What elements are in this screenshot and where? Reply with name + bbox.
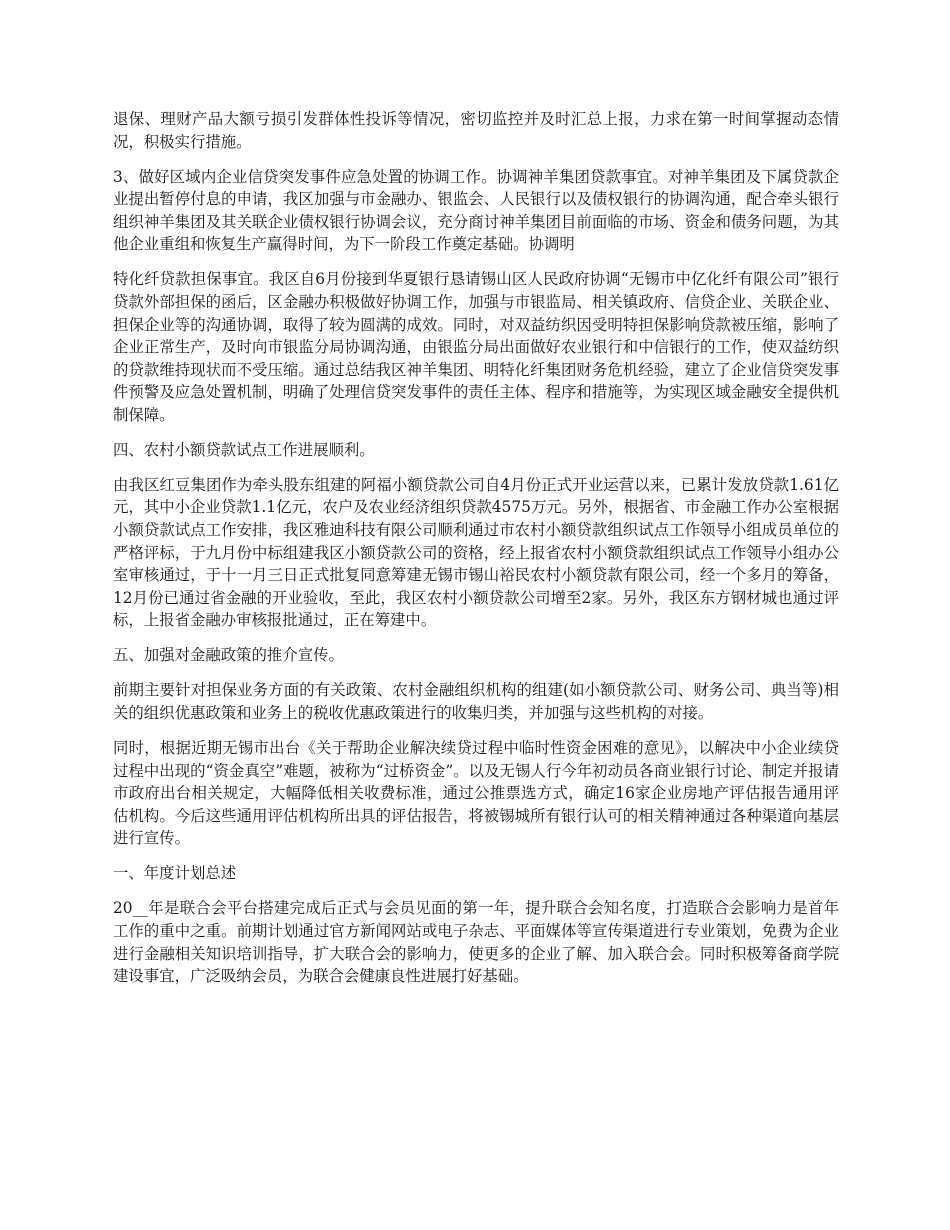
paragraph-policy-collection: 前期主要针对担保业务方面的有关政策、农村金融组织机构的组建(如小额贷款公司、财务公司、典当等)相关的组织优惠政策和业务上的税收优惠政策进行的收集归类，并加强与这些机构的对接。: [113, 681, 839, 722]
document-page: [113, 108, 839, 1000]
paragraph-credit-emergency: 3、做好区域内企业信贷突发事件应急处置的协调工作。协调神羊集团贷款事宜。对神羊集团及下属贷款企业提出暂停付息的申请，我区加强与市金融办、银监会、人民银行以及债权银行的协调沟通，配合牵头银行组织神羊集团及其关联企业债权银行协调会议，充分商讨神羊集团目前面临的市场、资金和债务问题，为其他企业重组和恢复生产赢得时间，为下一阶段工作奠定基础。协调明: [113, 167, 839, 254]
section-heading-annual-plan: 一、年度计划总述: [113, 864, 237, 883]
paragraph-refund-monitoring: 退保、理财产品大额亏损引发群体性投诉等情况，密切监控并及时汇总上报，力求在第一时间掌握动态情况，积极实行措施。: [113, 110, 839, 151]
paragraph-microloan-progress: 由我区红豆集团作为牵头股东组建的阿福小额贷款公司自4月份正式开业运营以来，已累计发放贷款1.61亿元，其中小企业贷款1.1亿元，农户及农业经济组织贷款4575万元。另外，根据省、市金融工作办公室根据小额贷款试点工作安排，我区雅迪科技有限公司顺利通过市农村小额贷款组织试点工作领导小组成员单位的严格评标，于九月份中标组建我区小额贷款公司的资格，经上报省农村小额贷款组织试点工作领导小组办公室审核通过，于十一月三日正式批复同意筹建无锡市锡山裕民农村小额贷款有限公司，经一个多月的筹备，12月份已通过省金融的开业验收，至此，我区农村小额贷款公司增至2家。另外，我区东方钢材城也通过评标，上报省金融办审核报批通过，正在筹建中。: [113, 475, 839, 630]
paragraph-loan-guarantee: 特化纤贷款担保事宜。我区自6月份接到华夏银行恳请锡山区人民政府协调“无锡市中亿化纤有限公司”银行贷款外部担保的函后，区金融办积极做好协调工作，加强与市银监局、相关镇政府、信贷企业、关联企业、担保企业等的沟通协调，取得了较为圆满的成效。同时，对双益纺织因受明特担保影响贷款被压缩，影响了企业正常生产，及时向市银监分局协调沟通，由银监分局出面做好农业银行和中信银行的工作，使双益纺织的贷款维持现状而不受压缩。通过总结我区神羊集团、明特化纤集团财务危机经验，建立了企业信贷突发事件预警及应急处置机制，明确了处理信贷突发事件的责任主体、程序和措施等，为实现区域金融安全提供机制保障。: [113, 270, 839, 424]
section-heading-rural-microloan: 四、农村小额贷款试点工作进展顺利。: [113, 440, 375, 459]
section-heading-policy-promotion: 五、加强对金融政策的推介宣传。: [113, 646, 344, 665]
paragraph-annual-plan: 20__年是联合会平台搭建完成后正式与会员见面的第一年，提升联合会知名度，打造联合会影响力是首年工作的重中之重。前期计划通过官方新闻网站或电子杂志、平面媒体等宣传渠道进行专业策划，免费为企业进行金融相关知识培训指导，扩大联合会的影响力，使更多的企业了解、加入联合会。同时积极筹备商学院建设事宜，广泛吸纳会员，为联合会健康良性进展打好基础。: [113, 899, 839, 986]
paragraph-bridge-funding: 同时，根据近期无锡市出台《关于帮助企业解决续贷过程中临时性资金困难的意见》，以解决中小企业续贷过程中出现的“资金真空”难题，被称为“过桥资金”。以及无锡人行今年初动员各商业银行讨论、制定并报请市政府出台相关规定，大幅降低相关收费标准，通过公推票选方式，确定16家企业房地产评估报告通用评估机构。今后这些通用评估机构所出具的评估报告，将被锡城所有银行认可的相关精神通过各种渠道向基层进行宣传。: [113, 738, 839, 848]
